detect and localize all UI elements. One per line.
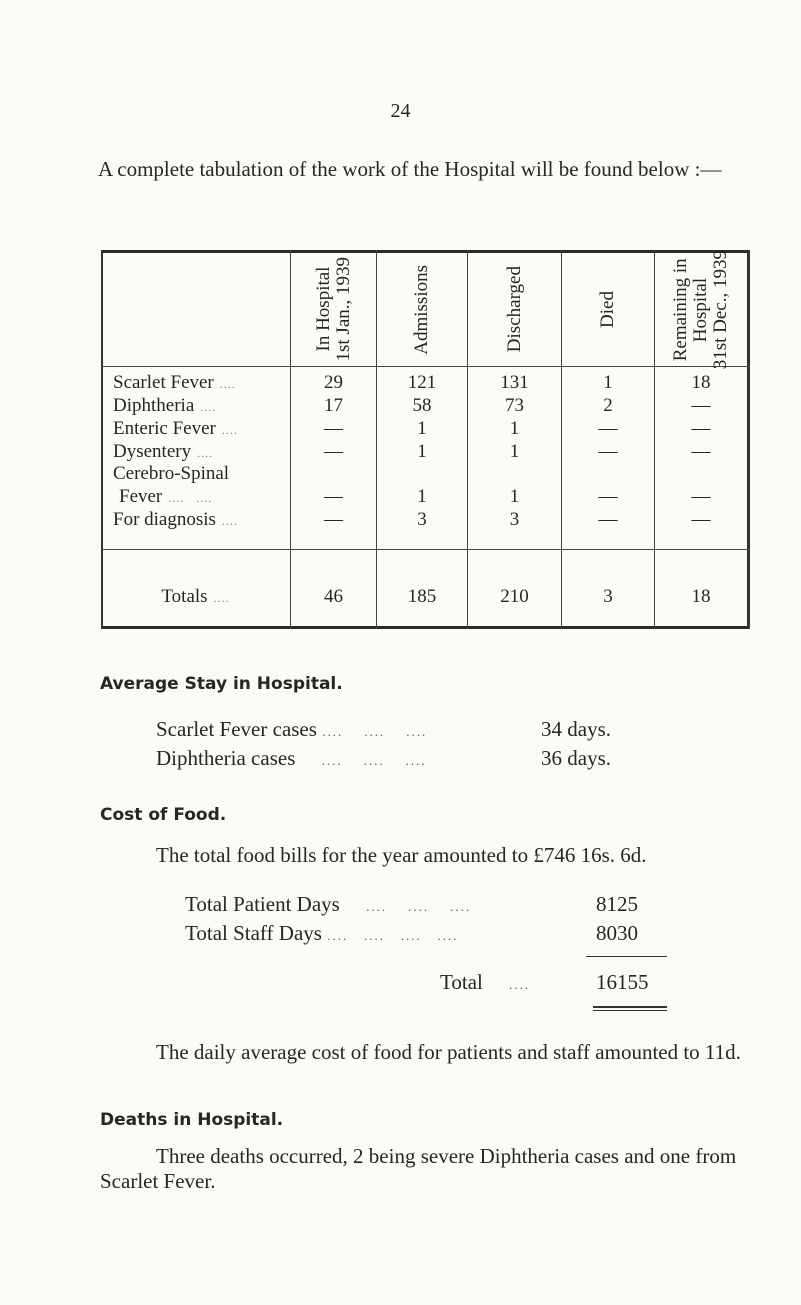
hospital-work-table [101, 250, 750, 630]
row-label-enteric-fever: Enteric Fever .... [113, 418, 238, 439]
table-cell: 1 [417, 441, 427, 462]
total-days-value: 16155 [596, 970, 649, 994]
table-bottom-rule [101, 626, 750, 629]
table-cell: — [598, 441, 618, 462]
totals-cell: 210 [500, 586, 529, 607]
totals-cell: 18 [691, 586, 711, 607]
table-cell: 3 [509, 509, 520, 530]
table-cell: — [691, 395, 711, 416]
table-cell: — [691, 486, 711, 507]
table-cell: — [691, 418, 711, 439]
header-remaining: Remaining in Hospital 31st Dec., 1939 [670, 249, 731, 370]
average-stay-diphtheria-label: Diphtheria cases .... .... .... [156, 746, 427, 770]
total-double-rule-lower [593, 1010, 667, 1011]
average-stay-scarlet-value: 34 days. [541, 717, 611, 741]
table-left-border [101, 250, 103, 629]
row-label-diphtheria: Diphtheria .... [113, 395, 217, 416]
table-cell: — [598, 509, 618, 530]
total-days-label: Total .... [440, 970, 531, 994]
table-cell: 29 [324, 372, 343, 393]
table-cell: 2 [603, 395, 613, 416]
table-cell: 1 [509, 441, 520, 462]
row-label-for-diagnosis: For diagnosis .... [113, 509, 238, 530]
totals-cell: 185 [407, 586, 437, 607]
table-cell: 1 [603, 372, 613, 393]
table-cell: 3 [417, 509, 427, 530]
cost-of-food-heading: Cost of Food. [100, 805, 227, 825]
sum-rule [586, 956, 667, 957]
table-cell: — [598, 418, 618, 439]
row-label-cerebro-spinal-line1: Cerebro-Spinal [113, 463, 230, 484]
header-discharged: Discharged [503, 266, 525, 353]
header-in-hospital: In Hospital 1st Jan., 1939 [312, 257, 354, 362]
header-rule [101, 366, 750, 367]
staff-days-value: 8030 [596, 921, 638, 945]
totals-cell: 3 [603, 586, 613, 607]
staff-days-label: Total Staff Days .... .... .... .... [185, 921, 459, 945]
row-label-cerebro-spinal-fever: Fever .... .... [119, 486, 213, 507]
table-cell: 17 [324, 395, 343, 416]
totals-label: Totals .... [161, 586, 230, 607]
average-stay-heading: Average Stay in Hospital. [100, 674, 343, 694]
table-cell: — [324, 441, 343, 462]
table-cell: 1 [417, 418, 427, 439]
table-cell: 18 [691, 372, 711, 393]
deaths-paragraph: Three deaths occurred, 2 being severe Diphtheria cases and one from Scarlet Fever. [100, 1144, 737, 1193]
table-right-border [747, 250, 750, 629]
header-admissions: Admissions [411, 264, 432, 355]
table-cell: — [324, 418, 343, 439]
patient-days-value: 8125 [596, 892, 638, 916]
page-number: 24 [390, 100, 411, 122]
totals-cell: 46 [324, 586, 343, 607]
header-died: Died [597, 291, 618, 328]
food-bills-text: The total food bills for the year amounted to £746 16s. 6d. [156, 843, 647, 867]
row-label-scarlet-fever: Scarlet Fever .... [113, 372, 236, 393]
table-cell: — [691, 509, 711, 530]
totals-rule [101, 549, 750, 550]
table-cell: 131 [500, 372, 529, 393]
table-cell: 58 [412, 395, 432, 416]
row-label-dysentery: Dysentery .... [113, 441, 214, 462]
table-cell: 1 [509, 418, 520, 439]
average-stay-scarlet-label: Scarlet Fever cases .... .... .... [156, 717, 428, 741]
table-cell: 121 [407, 372, 437, 393]
daily-cost-paragraph: The daily average cost of food for patients and staff amounted to 11d. [156, 1040, 741, 1064]
deaths-heading: Deaths in Hospital. [100, 1110, 284, 1130]
intro-paragraph: A complete tabulation of the work of the Hospital will be found below :— [98, 157, 722, 181]
table-cell: 1 [417, 486, 427, 507]
total-double-rule [593, 1006, 667, 1008]
table-cell: — [324, 509, 343, 530]
table-cell: 1 [509, 486, 520, 507]
average-stay-diphtheria-value: 36 days. [541, 746, 611, 770]
table-cell: 73 [505, 395, 524, 416]
table-cell: — [598, 486, 618, 507]
table-cell: — [324, 486, 343, 507]
table-cell: — [691, 441, 711, 462]
patient-days-label: Total Patient Days .... .... .... [185, 892, 472, 916]
